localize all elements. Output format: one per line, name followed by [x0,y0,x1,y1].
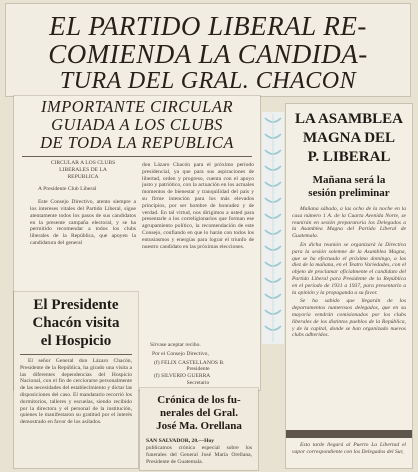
asamblea-headline-1: LA ASAMBLEA [295,111,403,127]
asamblea-body-4: Esta tarde llegará al Puerto La Libertad el vapor correspondiente con los Delegados del Sur, [292,442,406,455]
funerales-body: publicamos crónica especial sobre los funerales del General José María Orellana, Presidente de Guatemala. [146,445,252,465]
circular-headline-2: GUIADA A LOS CLUBS [51,115,223,134]
circular-signature-1-role: Presidente [186,366,210,373]
main-headline-line-3: TURA DEL GRAL. CHACON [59,68,357,94]
circular-headline-3: DE TODA LA REPUBLICA [40,133,234,152]
circular-signature-1: (f) FELIX CASTELLANOS B. [154,359,225,366]
funerales-dateline: SAN SALVADOR, 20.—Hoy [146,438,215,444]
hospicio-body: El señor General don Lázaro Chacón, Presidente de la República, ha girado una visita a las diferentes dependencias del Hospicio Nacional, con el fin de cerciorarse personalmente de las necesidades del establecimiento y dictar las disposiciones del caso. El mandatario recorrió los dormitorios, talleres y escuelas, siendo recibido por la directora y el personal de la institución, quienes le manifestaron su gratitud por el interés demostrado en favor de los asilados. [20,358,132,426]
circular-signature-2-role: Secretario [186,379,210,386]
hospicio-rule [20,354,132,355]
asamblea-body-3: Se ha sabido que llegarán de los departamentos numerosos delegados, que en su mayoría vendrán comisionados por los clubs liberales de los distintos pueblos de la República, y de la capital, donde se han organizado nuevos clubs adheridos. [292,298,406,339]
asamblea-subhead-2: sesión preliminar [308,187,390,199]
circular-subhead-3: REPUBLICA [67,173,99,180]
hospicio-headline-3: el Hospicio [40,333,112,349]
funerales-headline-3: José Ma. Orellana [156,420,242,432]
asamblea-body-1: Mañana sábado, a las ocho de la noche en la casa número 1 A. de la Cuarta Avenida Norte, se reunirán en sesión preparatoria los Delegados a la Asamblea Magna del Partido Liberal de Guatemala. [292,206,406,240]
funerales-clipping [140,388,258,470]
asamblea-body-2: En dicha reunión se organizará la Directiva para la sesión solemne de la Asamblea Magna, que se ha efectuado el próximo domingo, a las diez de la mañana, en el Teatro Variedades, con el objeto de proclamar oficialmente el candidato del Partido Liberal para Presidente de la República en el período de 1931 a 1937, para presentarlo a la opinión y la propaganda a su favor. [292,241,406,296]
main-headline-clipping [6,4,410,96]
circular-salutation: A Presidente Club Liberal [38,186,97,193]
funerales-headline-1: Crónica de los fu- [157,394,241,406]
asamblea-subhead-1: Mañana será la [312,174,386,186]
circular-subhead-1: CIRCULAR A LOS CLUBS [50,160,116,166]
circular-signature-2: (f) SILVERIO GUERRA [154,373,211,380]
asamblea-headline-2: MAGNA DEL [302,130,396,146]
circular-column-1: Este Consejo Directivo, atento siempre a los intereses vitales del Partido Liberal, sigue atentamente todos los pasos de sus candidatos en la presente campaña electoral, y se ha permitido recomendar a todos los clubs liberales de la República, que apoyen la candidatura del general [30,199,136,246]
circular-subhead-2: LIBERALES DE LA [59,166,107,173]
main-headline-line-2: COMIENDA LA CANDIDA- [48,39,368,69]
hospicio-headline-1: El Presidente [33,297,119,313]
circular-signoff: Por el Consejo Directivo, [152,350,209,357]
circular-headline-1: IMPORTANTE CIRCULAR [40,97,234,116]
hospicio-clipping [14,292,138,468]
asamblea-clipping [286,104,412,468]
asamblea-headline-3: P. LIBERAL [307,149,391,165]
circular-rule [22,156,252,157]
decorative-pattern-icon [262,112,284,344]
asamblea-dark-band [286,430,412,438]
funerales-headline-2: nerales del Gral. [160,407,238,419]
circular-closing: Sírvase aceptar recibo. [150,342,201,348]
hospicio-headline-2: Chacón visita [32,315,120,331]
decorative-border-strip [262,112,284,344]
main-headline-line-1: EL PARTIDO LIBERAL RE- [49,11,367,41]
circular-column-2: don Lázaro Chacón para el próximo período presidencial, ya que para sus aspiraciones de libertad, orden y progreso, cuenta con el apoyo justo y patriótico, con la actuación en los actuales momentos de bienestar y tranquilidad del país y su firme intención para los más elevados principios, por ser hombre de honradez y de verdad. En tal virtud, nos dirigimos a usted para presentarle a los correligionarios que forman ese agrupamiento político, la recomendación de este Consejo, confiando en que lo harán con todos los entusiasmos y energías para lograr el triunfo de nuestro candidato en las próximas elecciones. [142,162,254,250]
